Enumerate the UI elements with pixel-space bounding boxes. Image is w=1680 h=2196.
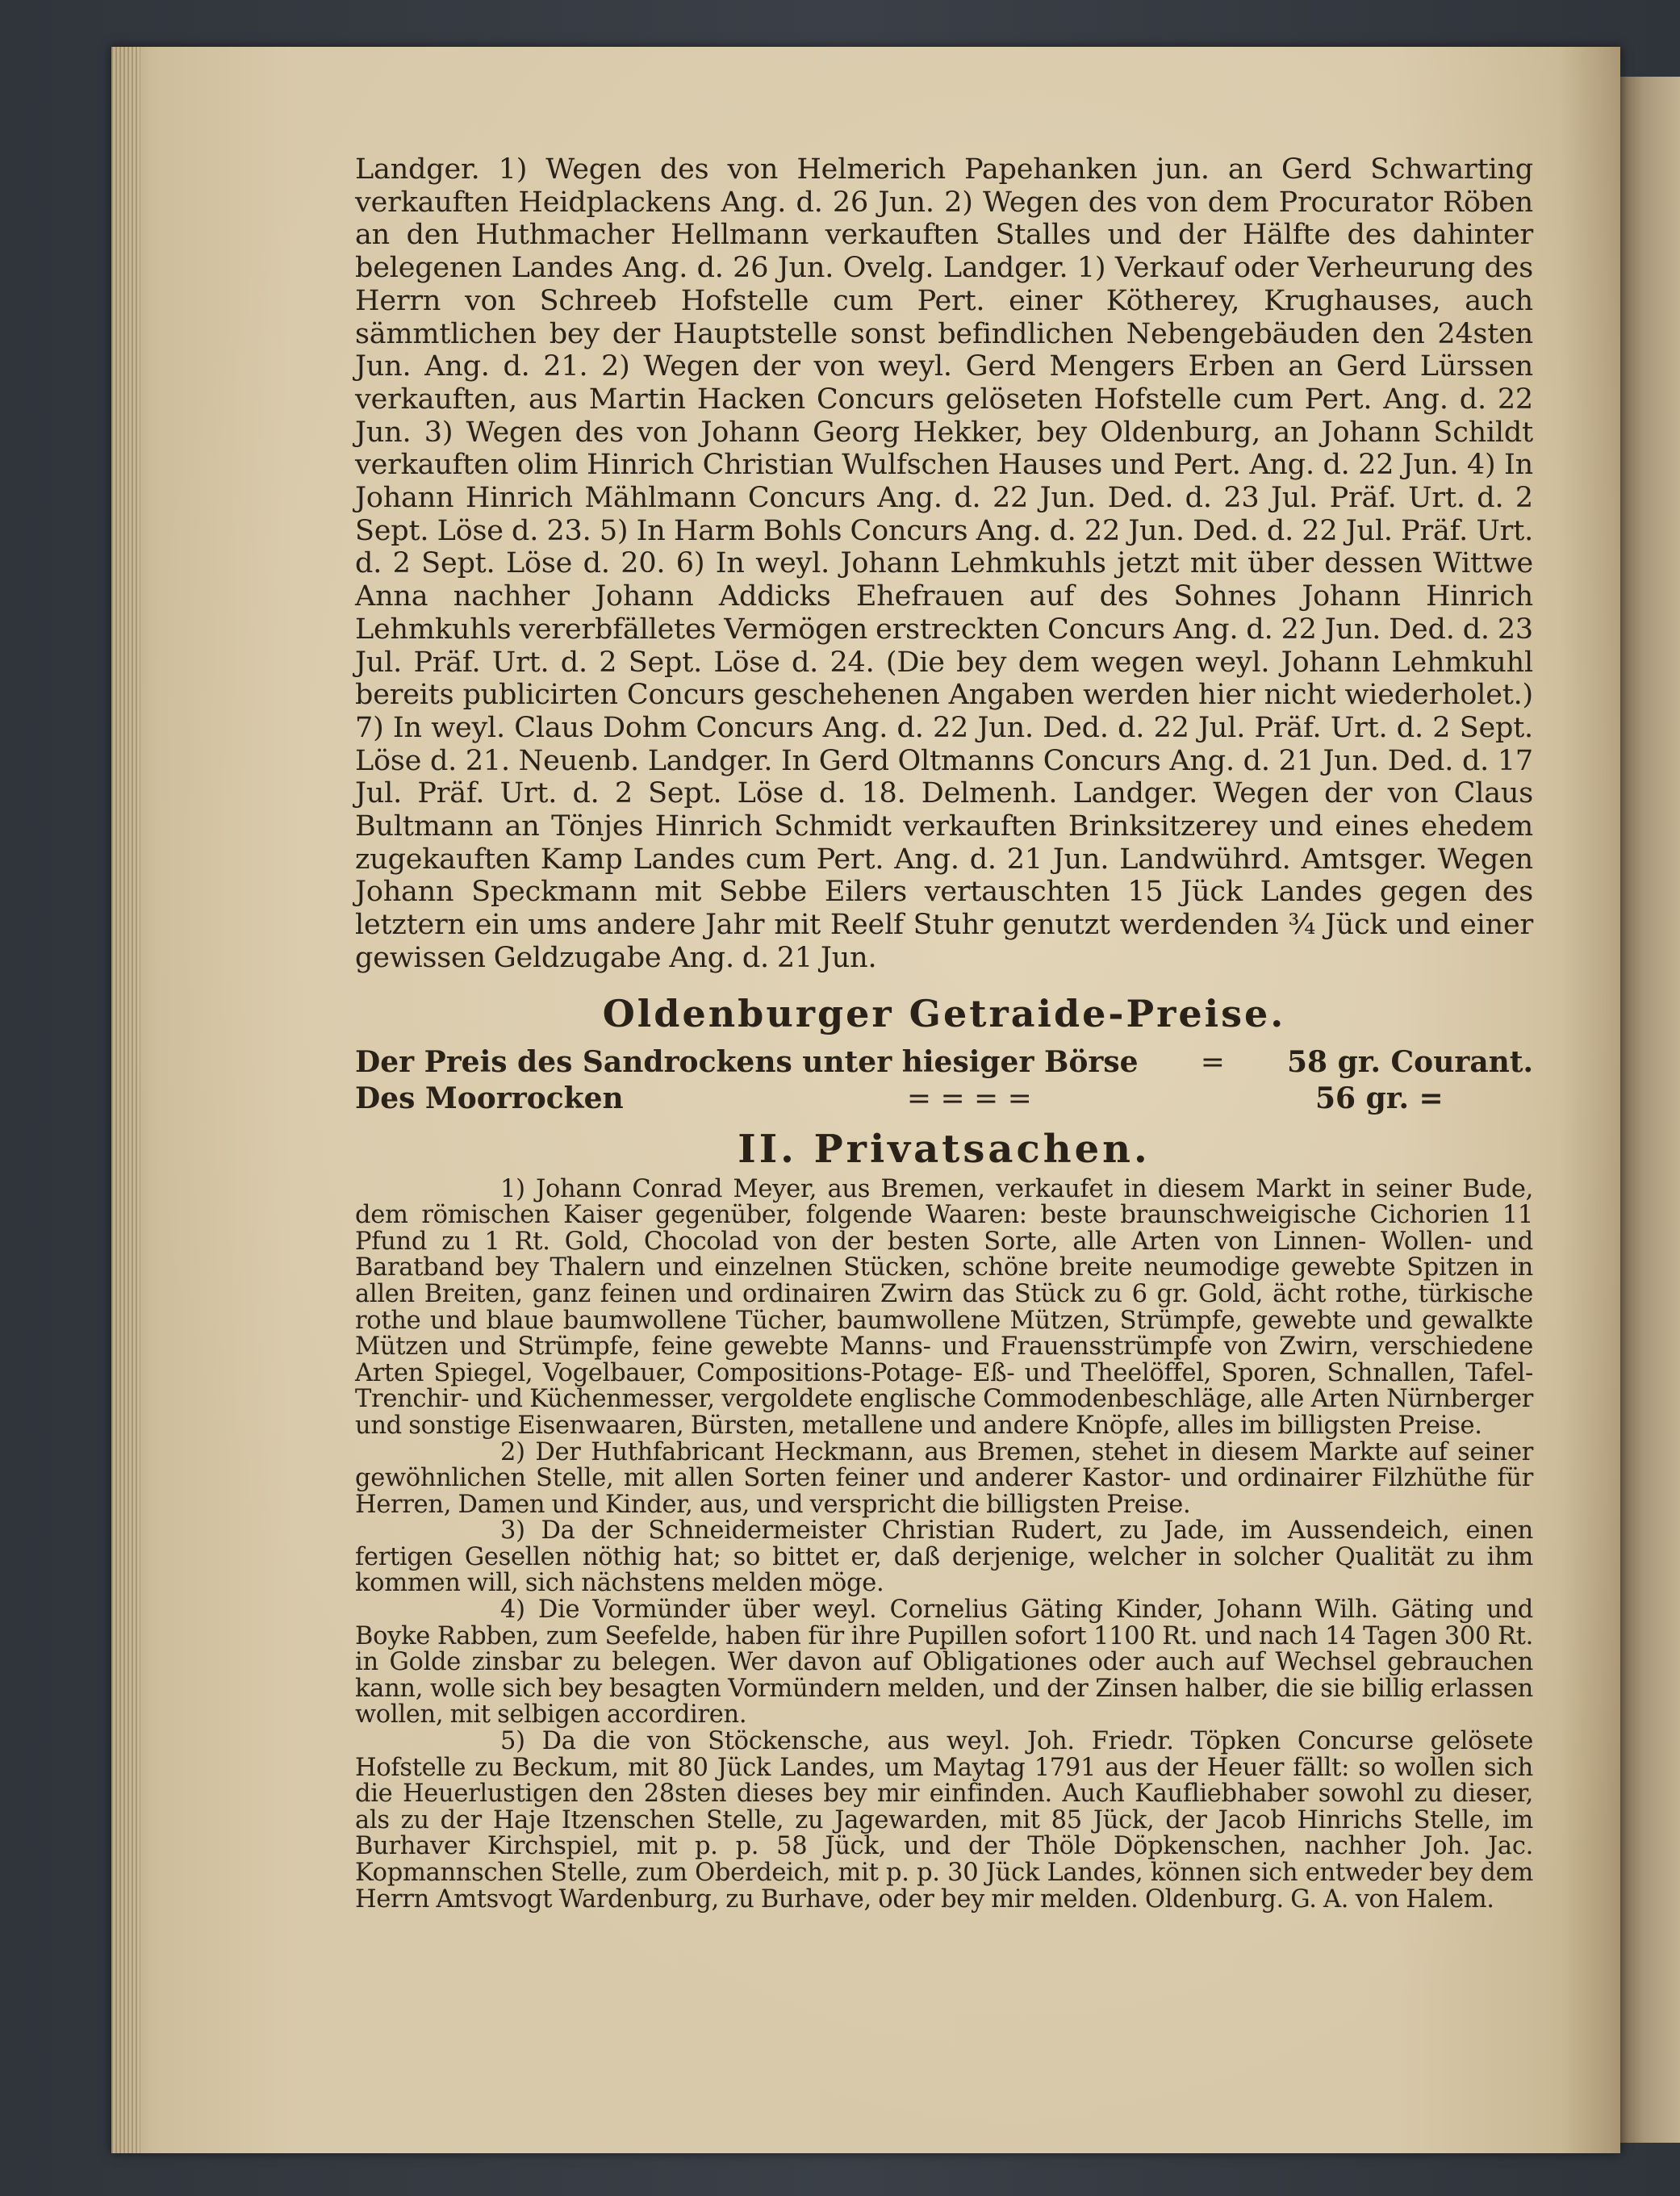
private-item-5: 5) Da die von Stöckensche, aus weyl. Joh. Friedr. Töpken Concurse gelösete Hofstelle zu Beckum, mit 80 Jück Landes, um Maytag 1791 aus der Heuer fällt: so wollen sich die Heuerlustigen den 28sten dieses bey mir einfinden. Auch Kaufliebhaber sowohl zu dieser, als zu der Haje Itzenschen Stelle, zu Jagewarden, mit 85 Jück, der Jacob Hinrichs Stelle, im Burhaver Kirchspiel, mit p. p. 58 Jück, und der Thöle Döpkenschen, nachher Joh. Jac. Kopmannschen Stelle, zum Oberdeich, mit p. p. 30 Jück Landes, können sich entweder bey dem Herrn Amtsvogt Wardenburg, zu Burhave, oder bey mir melden. Oldenburg. G. A. von Halem. — [355, 1727, 1533, 1914]
price-row-sandrocken — [355, 1044, 1533, 1081]
price-dots: = — [1200, 1045, 1225, 1079]
page-gutter-edge — [111, 47, 140, 2153]
grain-prices-heading: Oldenburger Getraide-Preise. — [602, 991, 1286, 1035]
private-item-3: 3) Da der Schneidermeister Christian Rudert, zu Jade, im Aussendeich, einen fertigen Gesellen nöthig hat; so bittet er, daß derjenige, welcher in solcher Qualität zu ihm kommen will, sich nächstens melden möge. — [355, 1516, 1533, 1598]
adjacent-page-edge — [1620, 77, 1680, 2143]
page-content — [355, 153, 1533, 1913]
private-item-1: 1) Johann Conrad Meyer, aus Bremen, verkaufet in diesem Markt in seiner Bude, dem römischen Kaiser gegenüber, folgende Waaren: beste braunschweigische Cichorien 11 Pfund zu 1 Rt. Gold, Chocolad von der besten Sorte, alle Arten von Linnen- Wollen- und Baratband bey Thalern und einzelnen Stücken, schöne breite neumodige gewebte Spitzen in allen Breiten, ganz feinen und ordinairen Zwirn das Stück zu 6 gr. Gold, ächt rothe, türkische rothe und blaue baumwollene Tücher, baumwollene Mützen, Strümpfe, gewebte und gewalkte Mützen und Strümpfe, feine gewebte Manns- und Frauensstrümpfe von Zwirn, verschiedene Arten Spiegel, Vogelbauer, Compositions-Potage- Eß- und Theelöffel, Sporen, Schnallen, Tafel- Trenchir- und Küchenmesser, vergoldete englische Commodenbeschläge, alle Arten Nürnberger und sonstige Eisenwaaren, Bürsten, metallene und andere Knöpfe, alles im billigsten Preise. — [355, 1174, 1533, 1440]
price-row-moorrocken — [355, 1081, 1533, 1117]
private-item-2: 2) Der Huthfabricant Heckmann, aus Bremen, stehet in diesem Markte auf seiner gewöhnlichen Stelle, mit allen Sorten feiner und anderer Kastor- und ordinairer Filzhüthe für Herren, Damen und Kinder, aus, und verspricht die billigsten Preise. — [355, 1437, 1533, 1519]
price-label: Der Preis des Sandrockens unter hiesiger Börse — [355, 1044, 1139, 1079]
price-value: 58 gr. Courant. — [1287, 1044, 1533, 1079]
price-value: 56 gr. = — [1315, 1081, 1444, 1115]
private-matters-heading: II. Privatsachen. — [738, 1126, 1151, 1172]
price-dots: = = = = — [906, 1081, 1032, 1115]
private-item-4: 4) Die Vormünder über weyl. Cornelius Gäting Kinder, Johann Wilh. Gäting und Boyke Rabben, zum Seefelde, haben für ihre Pupillen sofort 1100 Rt. und nach 14 Tagen 300 Rt. in Golde zinsbar zu belegen. Wer davon auf Obligationes oder auch auf Wechsel gebrauchen kann, wolle sich bey besagten Vormündern melden, und der Zinsen halber, die sie billig erlassen wollen, mit selbigen accordiren. — [355, 1596, 1533, 1730]
court-notices-paragraph: Landger. 1) Wegen des von Helmerich Papehanken jun. an Gerd Schwarting verkauften Heidplackens Ang. d. 26 Jun. 2) Wegen des von dem Procurator Röben an den Huthmacher Hellmann verkauften Stalles und der Hälfte des dahinter belegenen Landes Ang. d. 26 Jun. Ovelg. Landger. 1) Verkauf oder Verheurung des Herrn von Schreeb Hofstelle cum Pert. einer Kötherey, Krughauses, auch sämmtlichen bey der Hauptstelle sonst befindlichen Nebengebäuden den 24sten Jun. Ang. d. 21. 2) Wegen der von weyl. Gerd Mengers Erben an Gerd Lürssen verkauften, aus Martin Hacken Concurs gelöseten Hofstelle cum Pert. Ang. d. 22 Jun. 3) Wegen des von Johann Georg Hekker, bey Oldenburg, an Johann Schildt verkauften olim Hinrich Christian Wulfschen Hauses und Pert. Ang. d. 22 Jun. 4) In Johann Hinrich Mählmann Concurs Ang. d. 22 Jun. Ded. d. 23 Jul. Präf. Urt. d. 2 Sept. Löse d. 23. 5) In Harm Bohls Concurs Ang. d. 22 Jun. Ded. d. 22 Jul. Präf. Urt. d. 2 Sept. Löse d. 20. 6) In weyl. Johann Lehmkuhls jetzt mit über dessen Wittwe Anna nachher Johann Addicks Ehefrauen auf des Sohnes Johann Hinrich Lehmkuhls vererbfälletes Vermögen erstreckten Concurs Ang. d. 22 Jun. Ded. d. 23 Jul. Präf. Urt. d. 2 Sept. Löse d. 24. (Die bey dem wegen weyl. Johann Lehmkuhl bereits publicirten Concurs geschehenen Angaben werden hier nicht wiederholet.) 7) In weyl. Claus Dohm Concurs Ang. d. 22 Jun. Ded. d. 22 Jul. Präf. Urt. d. 2 Sept. Löse d. 21. Neuenb. Landger. In Gerd Oltmanns Concurs Ang. d. 21 Jun. Ded. d. 17 Jul. Präf. Urt. d. 2 Sept. Löse d. 18. Delmenh. Landger. Wegen der von Claus Bultmann an Tönjes Hinrich Schmidt verkauften Brinksitzerey und eines ehedem zugekauften Kamp Landes cum Pert. Ang. d. 21 Jun. Landwührd. Amtsger. Wegen Johann Speckmann mit Sebbe Eilers vertauschten 15 Jück Landes gegen des letztern ein ums andere Jahr mit Reelf Stuhr genutzt werdenden ¾ Jück und einer gewissen Geldzugabe Ang. d. 21 Jun. — [355, 153, 1533, 974]
price-label: Des Moorrocken — [355, 1081, 624, 1115]
